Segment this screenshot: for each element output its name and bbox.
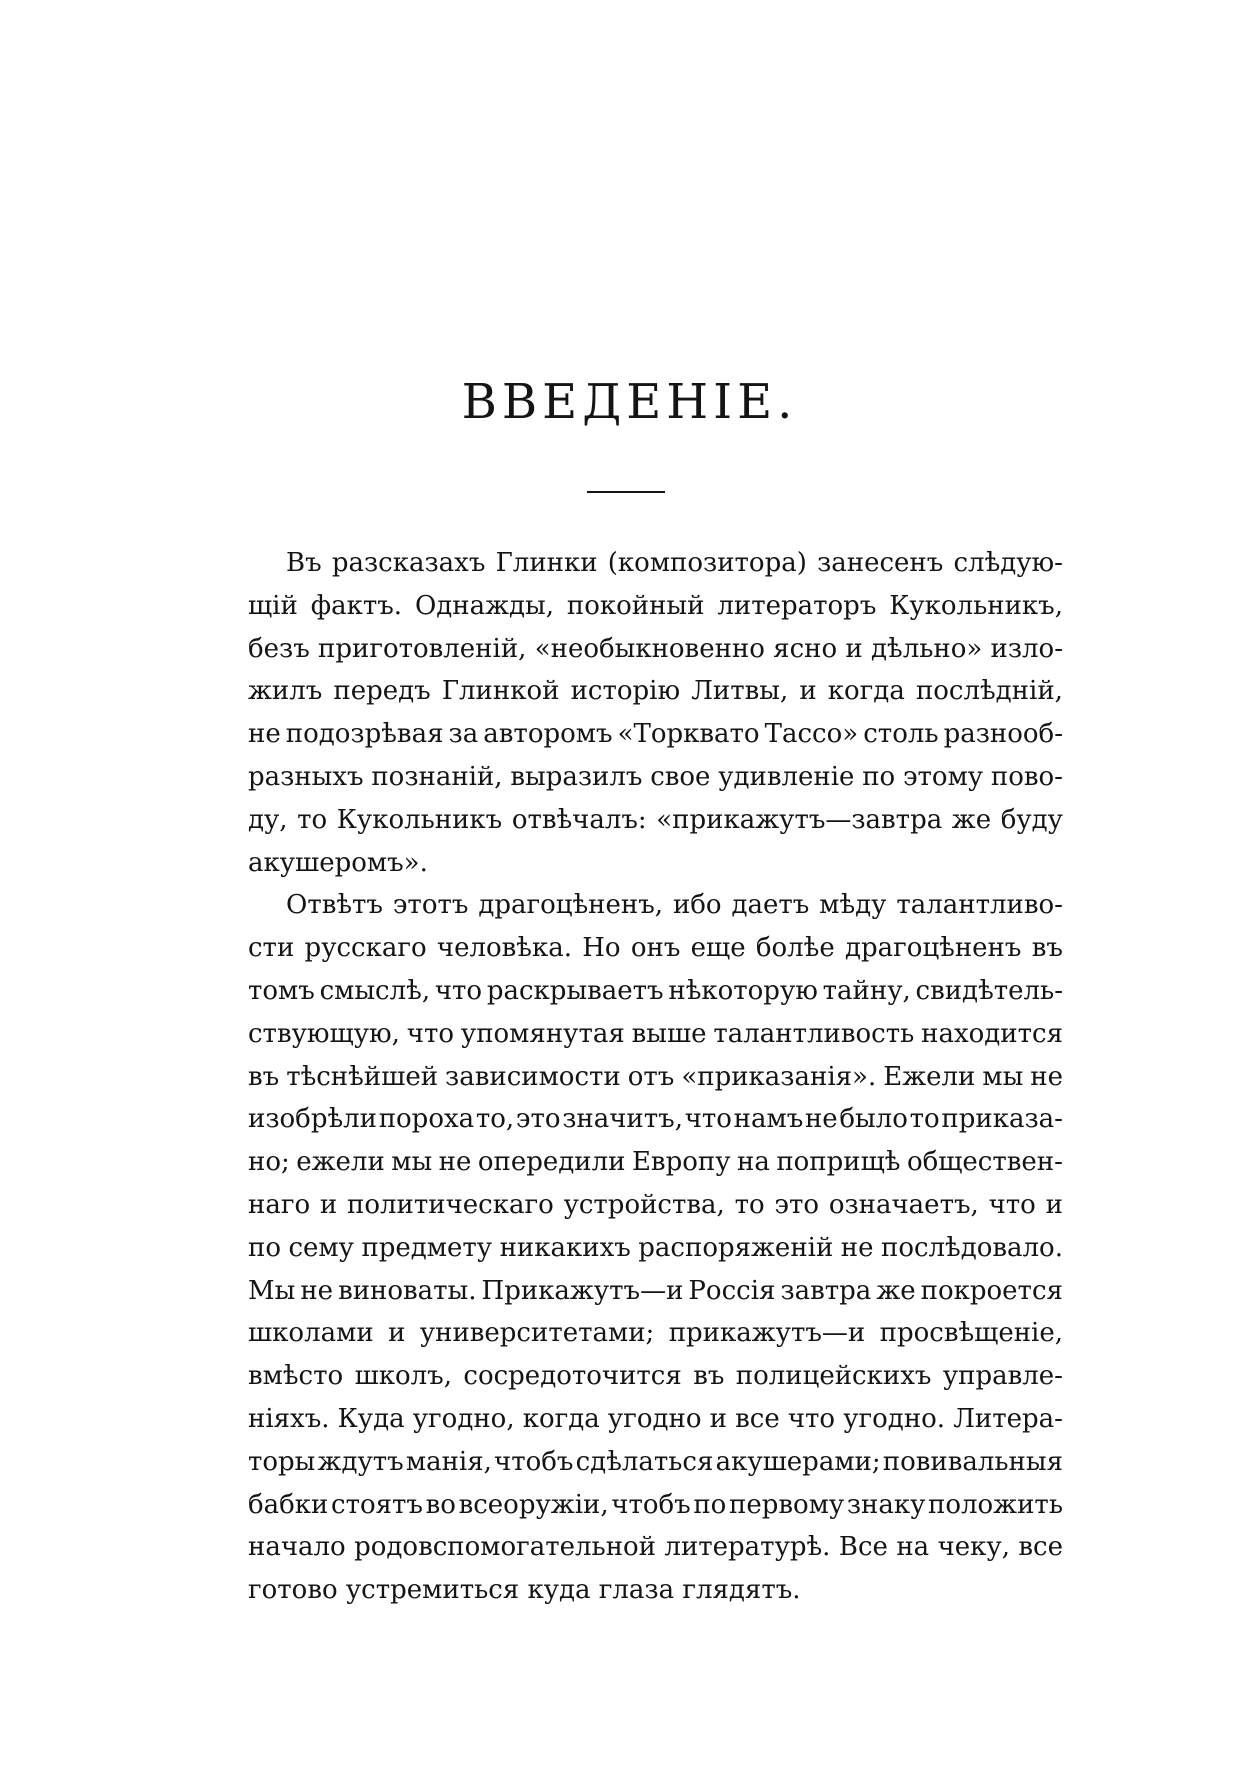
text-line: ствующую, что упомянутая выше талантливость находится: [248, 1018, 1063, 1049]
text-line: жилъ передъ Глинкой исторію Литвы, и когда послѣдній,: [248, 676, 1063, 707]
text-line: бабки стоятъ во всеоружіи, чтобъ по первому знаку положить: [248, 1489, 1063, 1520]
chapter-title: ВВЕДЕНІЕ.: [461, 374, 798, 430]
text-line: не подозрѣвая за авторомъ «Торквато Тассо» столь разнооб-: [248, 719, 1063, 750]
text-line: наго и политическаго устройства, то это означаетъ, что и: [248, 1189, 1063, 1220]
text-line: акушеромъ».: [248, 847, 428, 878]
text-line: томъ смыслѣ, что раскрываетъ нѣкоторую тайну, свидѣтель-: [248, 975, 1063, 1006]
text-line: школами и университетами; прикажутъ—и просвѣщеніе,: [248, 1318, 1063, 1349]
text-line: готово устремиться куда глаза глядятъ.: [248, 1575, 801, 1606]
text-line: торы ждутъ манія, чтобъ сдѣлаться акушерами; повивальныя: [248, 1446, 1063, 1477]
text-line: Отвѣтъ этотъ драгоцѣненъ, ибо даетъ мѣду талантливо-: [286, 890, 1063, 921]
text-line: вмѣсто школъ, сосредоточится въ полицейскихъ управле-: [248, 1361, 1063, 1392]
text-line: щій фактъ. Однажды, покойный литераторъ Кукольникъ,: [248, 590, 1063, 621]
text-line: Мы не виноваты. Прикажутъ—и Россія завтра же покроется: [248, 1275, 1063, 1306]
title-divider: [587, 491, 665, 493]
text-line: по сему предмету никакихъ распоряженій не послѣдовало.: [248, 1232, 1063, 1263]
text-line: изобрѣли пороха то, это значитъ, что намъ не было то приказа-: [248, 1104, 1063, 1135]
text-line: Въ разсказахъ Глинки (композитора) занесенъ слѣдую-: [286, 548, 1063, 578]
text-line: но; ежели мы не опередили Европу на поприщѣ обществен-: [248, 1147, 1063, 1178]
text-line: ніяхъ. Куда угодно, когда угодно и все что угодно. Литера-: [248, 1403, 1063, 1434]
text-line: начало родовспомогательной литературѣ. Все на чеку, все: [248, 1532, 1063, 1563]
text-line: разныхъ познаній, выразилъ свое удивленіе по этому пово-: [248, 761, 1063, 792]
text-line: ду, то Кукольникъ отвѣчалъ: «прикажутъ—завтра же буду: [248, 804, 1063, 835]
text-line: сти русскаго человѣка. Но онъ еще болѣе драгоцѣненъ въ: [248, 933, 1063, 964]
text-line: безъ приготовленій, «необыкновенно ясно и дѣльно» изло-: [248, 633, 1063, 664]
body-text: [248, 542, 1063, 1612]
text-line: въ тѣснѣйшей зависимости отъ «приказанія». Ежели мы не: [248, 1061, 1063, 1092]
